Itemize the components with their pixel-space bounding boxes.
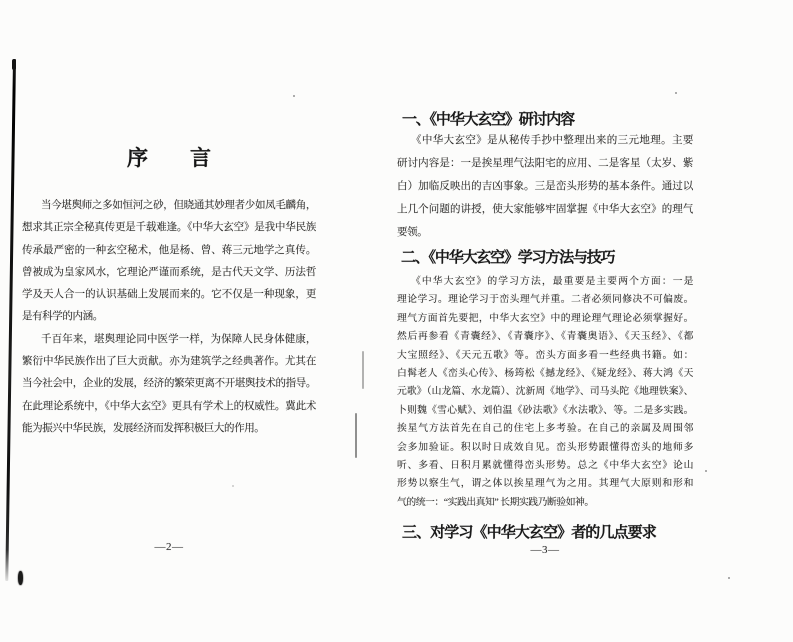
page-number: —3—	[530, 544, 560, 556]
text-line: 形势以察生气，谓之体以挨星理气为之用。其理气大原则和形和	[397, 478, 693, 490]
preface-title: 序 言	[127, 146, 211, 170]
text-line: 气的统一：“实践出真知” 长期实践乃断验如神。	[397, 496, 594, 508]
page-number: —2—	[154, 541, 184, 553]
text-line: 《中华大玄空》的学习方法，最重要是主要两个方面：一是	[411, 276, 693, 287]
scan-speck-artifact	[293, 95, 295, 97]
gutter-shadow-artifact	[355, 413, 357, 458]
text-line: 要领。	[397, 227, 428, 238]
scan-edge-blob-artifact	[18, 571, 23, 585]
text-line: 大宝照经》、《天元五歌》等。峦头方面多看一些经典书籍。如：	[397, 349, 693, 361]
section-heading-2: 二、《中华大玄空》学习方法与技巧	[401, 248, 615, 266]
text-line: 当今堪舆师之多如恒河之砂，但晓通其妙理者少如凤毛麟角，	[41, 200, 316, 211]
text-line: 研讨内容是：一是挨星理气法阳宅的应用、二是客星（太岁、紫	[397, 158, 693, 169]
text-line: 是有科学的内涵。	[22, 311, 103, 323]
preface-body	[22, 195, 316, 440]
section-heading-1: 一、《中华大玄空》研讨内容	[402, 110, 574, 128]
text-line: 学及天人合一的认识基础上发展而来的。它不仅是一种现象，更	[22, 289, 316, 301]
section-1-body	[397, 129, 693, 244]
text-line: 元歌》（山龙篇、水龙篇）、沈新周《地学》、司马头陀《地理铁案》、	[397, 386, 693, 398]
text-line: 理论学习。理论学习于峦头理气并重。二者必须同修决不可偏废。	[397, 294, 693, 306]
section-heading-3: 三、对学习《中华大玄空》者的几点要求	[402, 523, 656, 541]
text-line: 白）加临反映出的吉凶事象。三是峦头形势的基本条件。通过以	[397, 181, 693, 192]
text-line: 卜则魏《雪心赋》、刘伯温《砂法歌》《水法歌》、等。二是多实践。	[397, 404, 693, 416]
scan-edge-line-artifact	[5, 59, 15, 581]
section-2-body	[397, 273, 693, 512]
text-line: 白髯老人《峦头心传》、杨筠松《撼龙经》、《疑龙经》、蒋大鸿《天	[397, 368, 693, 380]
text-line: 挨星气方法首先在自己的住宅上多考验。在自己的亲属及周围邻	[397, 423, 693, 435]
text-line: 千百年来，堪舆理论同中医学一样，为保障人民身体健康，	[41, 333, 316, 345]
scan-speck-artifact	[705, 470, 707, 472]
scan-edge-blob-artifact	[12, 59, 16, 70]
text-line: 能为振兴中华民族，发展经济而发挥积极巨大的作用。	[22, 422, 265, 434]
text-line: 然后再参看《青囊经》、《青囊序》、《青囊奥语》、《天玉经》、《都	[397, 331, 693, 343]
text-line: 理气方面首先要把，中华大玄空》中的理论理气理论必须掌握好。	[397, 312, 693, 324]
scan-speck-artifact	[728, 577, 730, 579]
text-line: 《中华大玄空》是从秘传手抄中整理出来的三元地理。主要	[411, 135, 693, 146]
scan-speck-artifact	[232, 485, 234, 487]
text-line: 传承最严密的一种玄空秘术，他是杨、曾、蒋三元地学之真传。	[22, 244, 316, 256]
text-line: 会多加验证。积以时日成效自见。峦头形势跟懂得峦头的地师多	[397, 441, 693, 453]
text-line: 繁衍中华民族作出了巨大贡献。亦为建筑学之经典著作。尤其在	[22, 356, 316, 368]
text-line: 在此理论系统中，《中华大玄空》更具有学术上的权威性。冀此术	[22, 400, 316, 412]
gutter-shadow-artifact	[362, 351, 364, 389]
text-line: 曾被成为皇家风水，它理论严谨而系统，是古代天文学、历法哲	[22, 266, 316, 278]
text-line: 上几个问题的讲授，使大家能够牢固掌握《中华大玄空》的理气	[397, 204, 693, 215]
text-line: 听、多看、日积月累就懂得峦头形势。总之《中华大玄空》论山	[397, 460, 693, 472]
scan-speck-artifact	[675, 92, 677, 94]
text-line: 当今社会中，企业的发展，经济的繁荣更离不开堪舆技术的指导。	[22, 378, 316, 390]
text-line: 想求其正宗全秘真传更是千载难逢。《中华大玄空》是我中华民族	[22, 222, 316, 234]
